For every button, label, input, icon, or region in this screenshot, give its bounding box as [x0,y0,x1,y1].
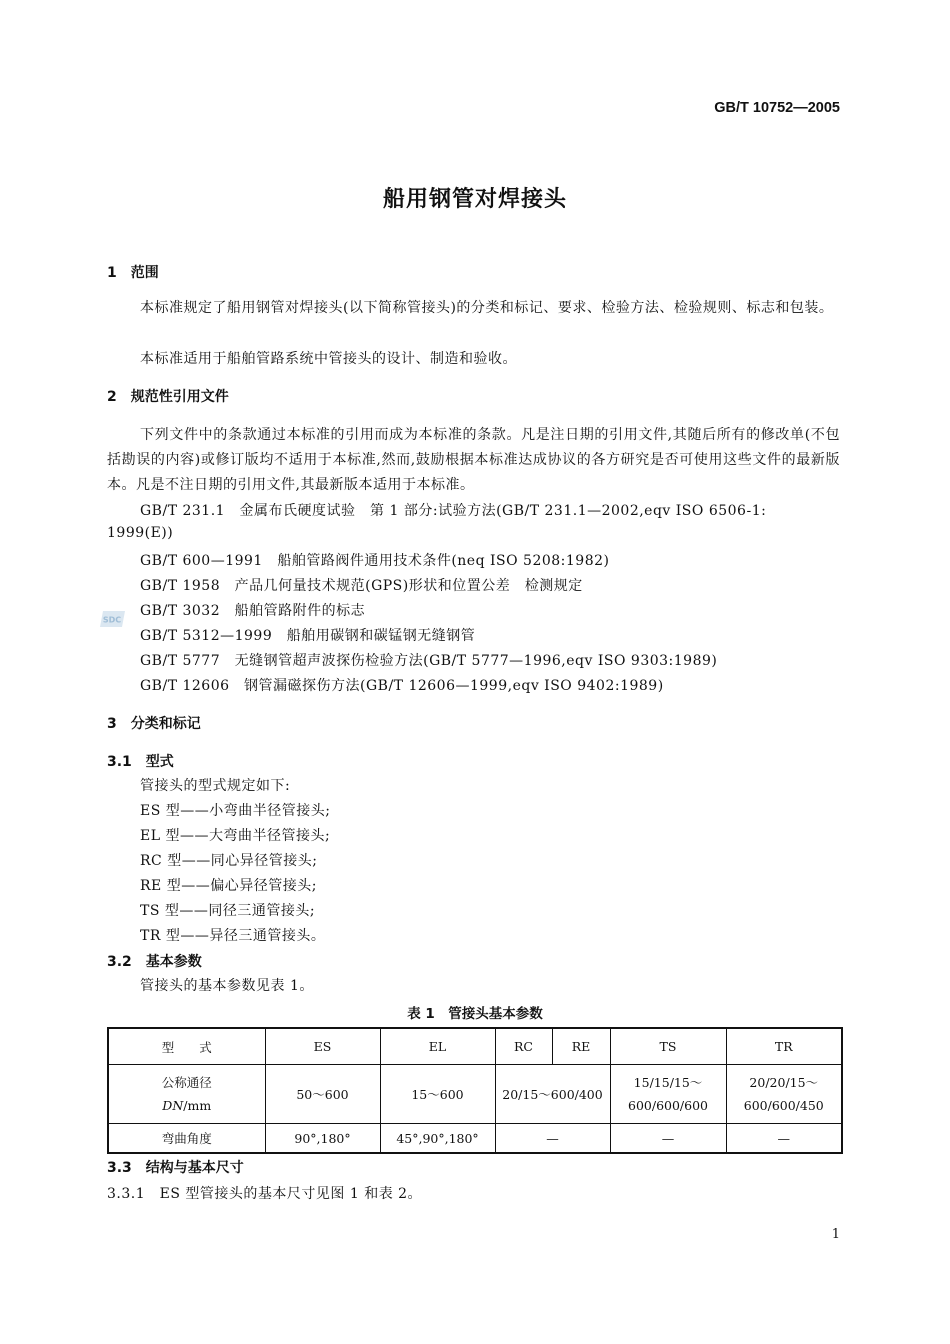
label-italic: DN [162,1098,184,1113]
cell-line: 600/600/600 [628,1098,708,1113]
table-row-bend-angle [108,1124,842,1154]
label-unit: /mm [183,1098,212,1113]
section-3-2-text: 管接头的基本参数见表 1。 [140,978,314,994]
reference-item: GB/T 600—1991 船舶管路阀件通用技术条件(neq ISO 5208:1982) [140,553,610,569]
cell-angle-tr: — [726,1124,842,1154]
cell-line: 20/20/15～ [749,1075,819,1090]
table-row-nominal-diameter [108,1065,842,1124]
section-1-paragraph-2: 本标准适用于船舶管路系统中管接头的设计、制造和验收。 [140,351,517,367]
section-3-2-heading: 3.2 基本参数 [107,954,202,970]
cell-line: 600/600/450 [743,1098,824,1113]
cell-dn-tr [726,1065,842,1124]
section-1-heading: 1 范围 [107,265,159,281]
section-2-heading: 2 规范性引用文件 [107,389,229,405]
header-cell-tr: TR [726,1028,842,1065]
section-2-paragraph-1: 下列文件中的条款通过本标准的引用而成为本标准的条款。凡是注日期的引用文件,其随后所有的修改单(不包括勘误的内容)或修订版均不适用于本标准,然而,鼓励根据本标准达成协议的各方研究是否可使用这些文件的最新版本。凡是不注日期的引用文件,其最新版本适用于本标准。 [107,427,840,493]
section-3-3-heading: 3.3 结构与基本尺寸 [107,1160,244,1176]
section-3-1-heading: 3.1 型式 [107,754,174,770]
row-label-nominal-diameter [108,1065,265,1124]
reference-item-continued: 1999(E)) [107,525,174,541]
reference-item: GB/T 12606 钢管漏磁探伤方法(GB/T 12606—1999,eqv ISO 9402:1989) [140,678,664,694]
header-cell-es: ES [265,1028,380,1065]
reference-item: GB/T 3032 船舶管路附件的标志 [140,603,366,619]
cell-angle-rc-re: — [495,1124,610,1154]
reference-item: GB/T 1958 产品几何量技术规范(GPS)形状和位置公差 检测规定 [140,578,583,594]
table-header-row [108,1028,842,1065]
basic-parameters-table [107,1027,843,1154]
cell-dn-es: 50～600 [265,1065,380,1124]
sdc-watermark-logo [100,608,128,630]
reference-item: GB/T 5312—1999 船舶用碳钢和碳锰钢无缝钢管 [140,628,476,644]
cell-line: 15/15/15～ [633,1075,703,1090]
header-cell-re: RE [552,1028,610,1065]
header-cell-el: EL [380,1028,495,1065]
header-cell-rc: RC [495,1028,552,1065]
reference-item: GB/T 5777 无缝钢管超声波探伤检验方法(GB/T 5777—1996,eqv ISO 9303:1989) [140,653,718,669]
type-item: EL 型——大弯曲半径管接头; [140,828,331,844]
type-item: TS 型——同径三通管接头; [140,903,316,919]
reference-item: GB/T 231.1 金属布氏硬度试验 第 1 部分:试验方法(GB/T 231.1—2002,eqv ISO 6506-1: [140,503,767,519]
cell-angle-ts: — [610,1124,726,1154]
section-3-3-1-text: 3.3.1 ES 型管接头的基本尺寸见图 1 和表 2。 [107,1186,423,1202]
cell-angle-el: 45°,90°,180° [380,1124,495,1154]
section-1-paragraph-1: 本标准规定了船用钢管对焊接头(以下简称管接头)的分类和标记、要求、检验方法、检验规则、标志和包装。 [140,300,834,316]
watermark-text: SDC [102,615,122,625]
table-1-caption: 表 1 管接头基本参数 [407,1006,543,1022]
type-item: TR 型——异径三通管接头。 [140,928,326,944]
section-3-heading: 3 分类和标记 [107,716,201,732]
section-3-1-intro: 管接头的型式规定如下: [140,778,291,794]
standard-code: GB/T 10752—2005 [714,100,840,116]
label-text: 公称通径 [161,1075,212,1090]
cell-dn-ts [610,1065,726,1124]
type-item: RE 型——偏心异径管接头; [140,878,317,894]
cell-angle-es: 90°,180° [265,1124,380,1154]
cell-dn-el: 15～600 [380,1065,495,1124]
document-title: 船用钢管对焊接头 [382,187,567,212]
cell-dn-rc-re: 20/15～600/400 [495,1065,610,1124]
page-number: 1 [831,1227,840,1242]
header-cell-ts: TS [610,1028,726,1065]
type-item: RC 型——同心异径管接头; [140,853,318,869]
type-item: ES 型——小弯曲半径管接头; [140,803,331,819]
row-label-bend-angle: 弯曲角度 [108,1124,265,1154]
header-cell-type: 型 式 [108,1028,265,1065]
